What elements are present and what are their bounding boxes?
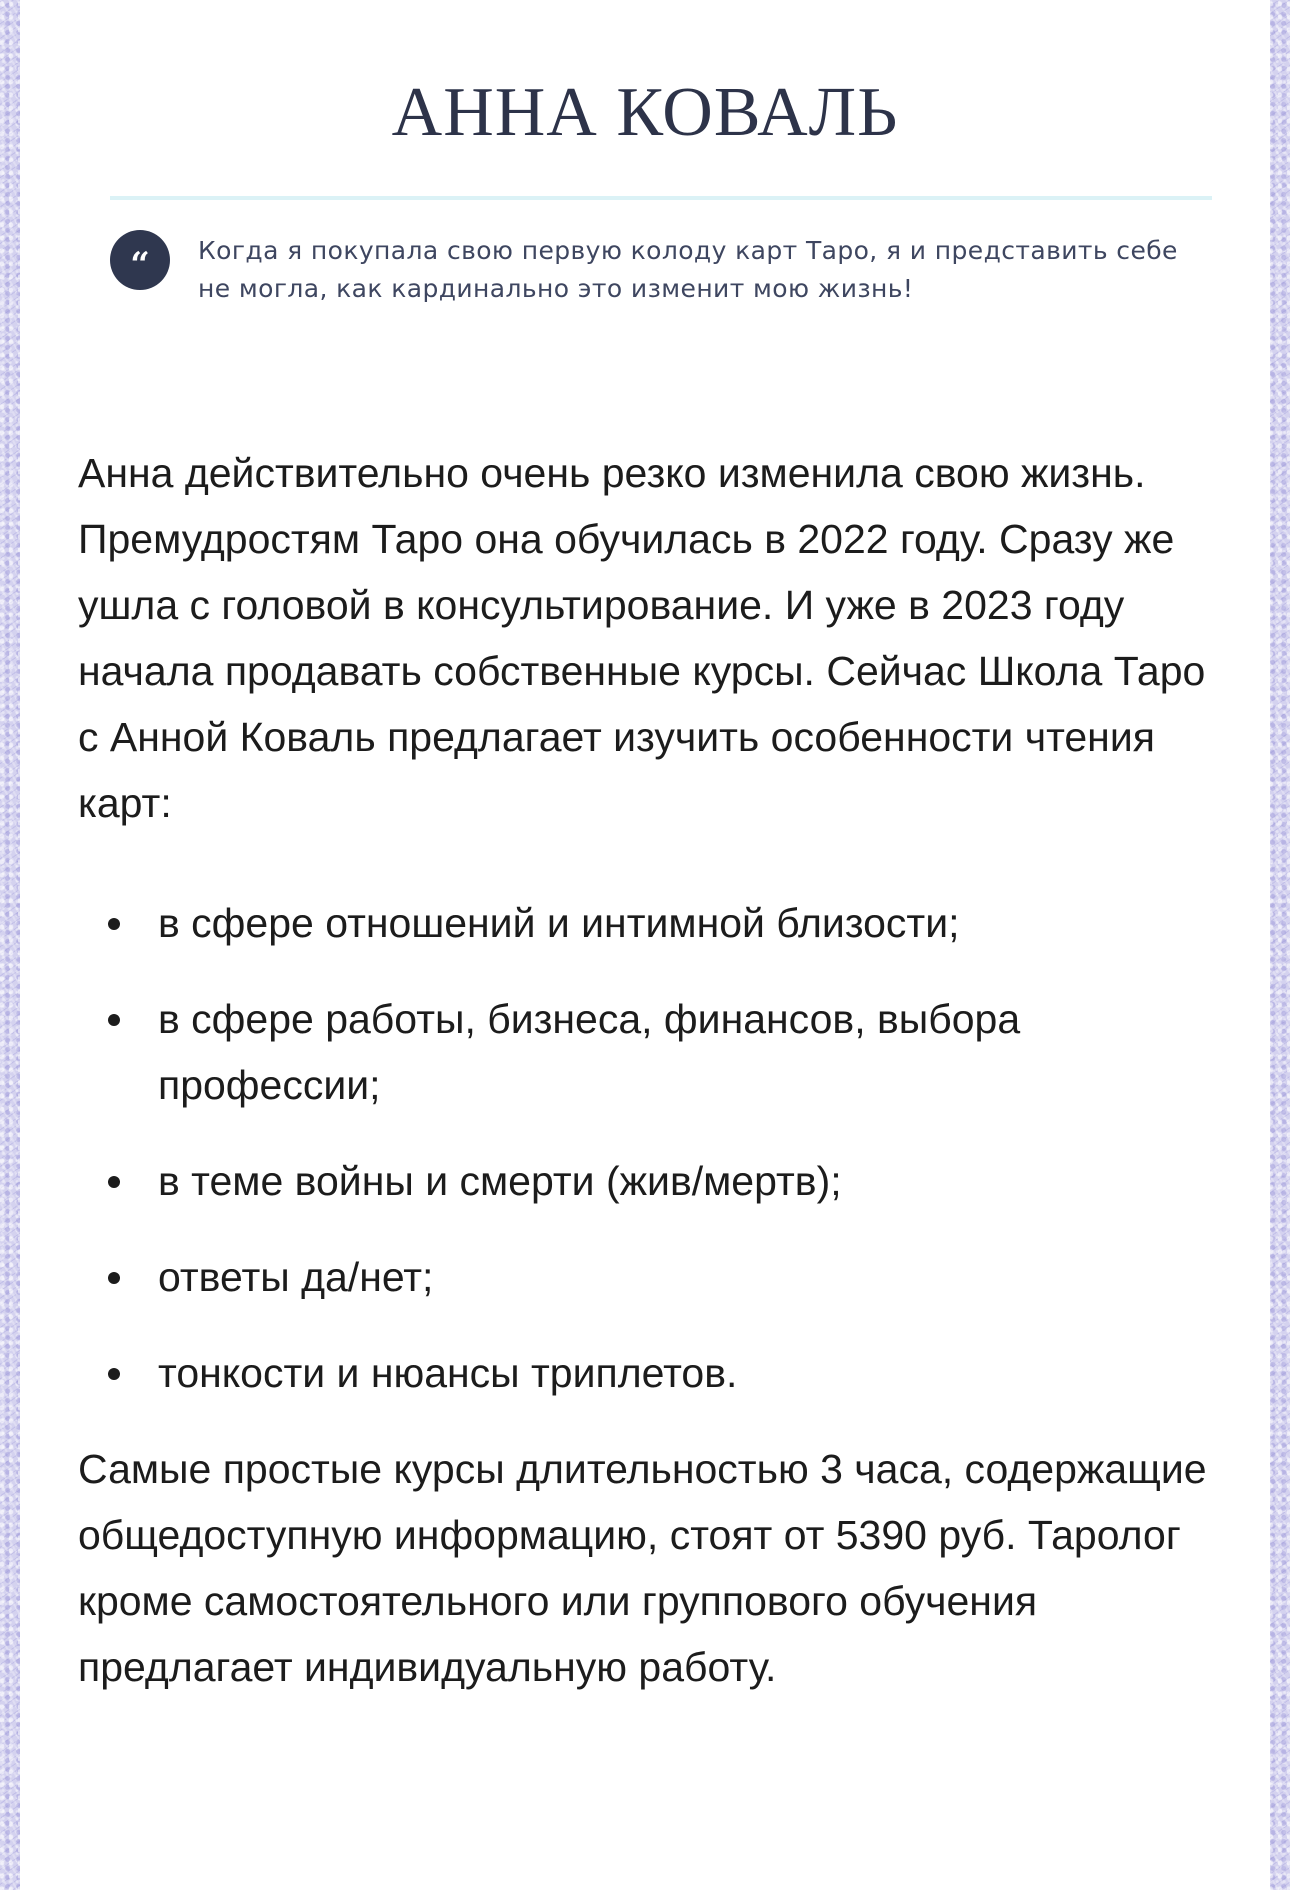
list-item-text: в сфере работы, бизнеса, финансов, выбора профессии; xyxy=(158,996,1021,1108)
list-item xyxy=(78,890,1228,956)
article-body xyxy=(78,440,1228,1700)
quote-text: Когда я покупала свою первую колоду карт Таро, я и представить себе не могла, как кардинально это изменит мою жизнь! xyxy=(198,236,1178,303)
list-item xyxy=(78,1340,1228,1406)
bullet-icon xyxy=(108,1014,120,1026)
article-page xyxy=(20,0,1270,1890)
outro-paragraph: Самые простые курсы длительностью 3 часа, содержащие общедоступную информацию, стоят от 5390 руб. Таролог кроме самостоятельного или группового обучения предлагает индивидуальную работу. xyxy=(78,1446,1207,1690)
list-item xyxy=(78,986,1228,1118)
list-item-text: в теме войны и смерти (жив/мертв); xyxy=(158,1158,842,1204)
list-item-text: тонкости и нюансы триплетов. xyxy=(158,1350,738,1396)
quote-icon: “ xyxy=(110,230,170,290)
bullet-icon xyxy=(108,1272,120,1284)
title-divider xyxy=(110,196,1212,200)
list-item-text: в сфере отношений и интимной близости; xyxy=(158,900,960,946)
quote-block xyxy=(110,230,1220,320)
list-item xyxy=(78,1244,1228,1310)
bullet-icon xyxy=(108,1368,120,1380)
intro-paragraph: Анна действительно очень резко изменила свою жизнь. Премудростям Таро она обучилась в 2022 году. Сразу же ушла с головой в консультирование. И уже в 2023 году начала продавать собственные курсы. Сейчас Школа Таро с Анной Коваль предлагает изучить особенности чтения карт: xyxy=(78,450,1206,826)
bullet-icon xyxy=(108,918,120,930)
list-item xyxy=(78,1148,1228,1214)
list-item-text: ответы да/нет; xyxy=(158,1254,434,1300)
topics-list xyxy=(78,890,1228,1406)
bullet-icon xyxy=(108,1176,120,1188)
article-title: АННА КОВАЛЬ xyxy=(391,74,899,151)
